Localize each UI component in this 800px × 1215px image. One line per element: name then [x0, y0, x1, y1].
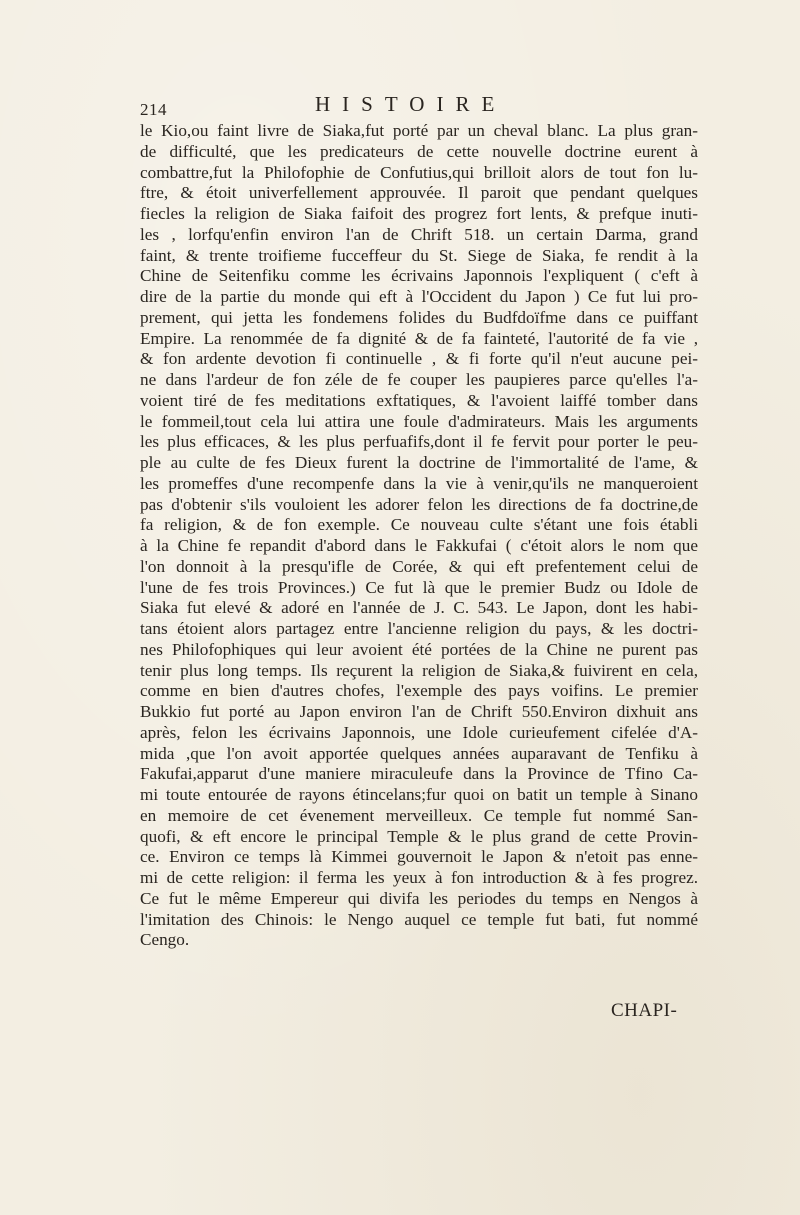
text-line: dire de la partie du monde qui eft à l'Occident du Japon ) Ce fut lui pro-	[140, 287, 698, 306]
running-title: HISTOIRE	[315, 92, 507, 116]
text-line: mida ,que l'on avoit apportée quelques années auparavant de Tenfiku à	[140, 743, 698, 763]
text-line: prement, qui jetta les fondemens folides du Budfdoïfme dans ce puiffant	[140, 307, 698, 327]
text-line: en memoire de cet évenement merveilleux. Ce temple fut nommé San-	[140, 805, 698, 825]
text-line: l'une de fes trois Provinces.) Ce fut là que le premier Budz ou Idole de	[140, 577, 698, 597]
text-line: l'imitation des Chinois: le Nengo auquel ce temple fut bati, fut nommé	[140, 909, 698, 929]
text-line: ce. Environ ce temps là Kimmei gouvernoit le Japon & n'etoit pas enne-	[140, 847, 698, 867]
text-line: fa religion, & de fon exemple. Ce nouveau culte s'étant une fois établi	[140, 515, 698, 535]
body-text	[140, 121, 698, 951]
text-line: mi de cette religion: il ferma les yeux à fon introduction & à fes progrez.	[140, 868, 698, 887]
text-line: les promeffes d'une recompenfe dans la vie à venir,qu'ils ne manqueroient	[140, 473, 698, 493]
text-line: ne dans l'ardeur de fon zéle de fe couper les paupieres parce qu'elles l'a-	[140, 370, 698, 389]
text-line: l'on donnoit à la presqu'ifle de Corée, & qui eft prefentement celui de	[140, 556, 698, 576]
text-line: pas d'obtenir s'ils vouloient les adorer felon les directions de fa doctrine,de	[140, 494, 698, 514]
text-line: comme en bien d'autres chofes, l'exemple des pays voifins. Le premier	[140, 681, 698, 701]
text-line: tans étoient alors partagez entre l'ancienne religion du pays, & les doctri-	[140, 619, 698, 638]
text-line: Empire. La renommée de fa dignité & de fa fainteté, l'autorité de fa vie ,	[140, 328, 698, 348]
text-line: tenir plus long temps. Ils reçurent la religion de Siaka,& fuivirent en cela,	[140, 660, 698, 680]
text-line: Fakufai,apparut d'une maniere miraculeufe dans la Province de Tfino Ca-	[140, 764, 698, 784]
text-line: les plus efficaces, & les plus perfuafifs,dont il fe fervit pour porter le peu-	[140, 432, 698, 452]
text-line: les , lorfqu'enfin environ l'an de Chrift 518. un certain Darma, grand	[140, 224, 698, 244]
page-number: 214	[140, 100, 167, 119]
text-line: faint, & trente troifieme fucceffeur du St. Siege de Siaka, fe rendit à la	[140, 245, 698, 265]
text-line: mi toute entourée de rayons étincelans;fur quoi on batit un temple à Sinano	[140, 785, 698, 804]
text-line: Siaka fut elevé & adoré en l'année de J. C. 543. Le Japon, dont les habi-	[140, 598, 698, 618]
text-line: & fon ardente devotion fi continuelle , & fi forte qu'il n'eut aucune pei-	[140, 349, 698, 369]
text-line: Cengo.	[140, 930, 190, 950]
page-header	[140, 92, 700, 120]
text-line: ple au culte de fes Dieux furent la doctrine de l'immortalité de l'ame, &	[140, 453, 698, 472]
text-line: quofi, & eft encore le principal Temple & le plus grand de cette Provin-	[140, 826, 698, 846]
text-line: de difficulté, que les predicateurs de cette nouvelle doctrine eurent à	[140, 141, 698, 161]
text-line: après, felon les écrivains Japonnois, une Idole curieufement cifelée d'A-	[140, 722, 698, 742]
text-line: fiecles la religion de Siaka faifoit des progrez fort lents, & prefque inuti-	[140, 204, 698, 223]
text-line: ftre, & étoit univerfellement approuvée. Il paroit que pendant quelques	[140, 183, 698, 203]
text-line: à la Chine fe repandit d'abord dans le Fakkufai ( c'étoit alors le nom que	[140, 536, 698, 555]
text-line: Bukkio fut porté au Japon environ l'an de Chrift 550.Environ dixhuit ans	[140, 702, 698, 721]
text-line: le Kio,ou faint livre de Siaka,fut porté par un cheval blanc. La plus gran-	[140, 121, 698, 140]
text-line: nes Philofophiques qui leur avoient été portées de la Chine ne purent pas	[140, 639, 698, 659]
text-line: voient tiré de fes meditations exftatiques, & l'avoient laiffé tomber dans	[140, 390, 698, 410]
text-line: le fommeil,tout cela lui attira une foule d'admirateurs. Mais les arguments	[140, 411, 698, 431]
text-line: combattre,fut la Philofophie de Confutius,qui brilloit alors de tout fon lu-	[140, 162, 698, 182]
catchword: CHAPI-	[611, 1000, 678, 1021]
text-line: Ce fut le même Empereur qui divifa les periodes du temps en Nengos à	[140, 888, 698, 908]
text-line: Chine de Seitenfiku comme les écrivains Japonnois l'expliquent ( c'eft à	[140, 266, 698, 286]
